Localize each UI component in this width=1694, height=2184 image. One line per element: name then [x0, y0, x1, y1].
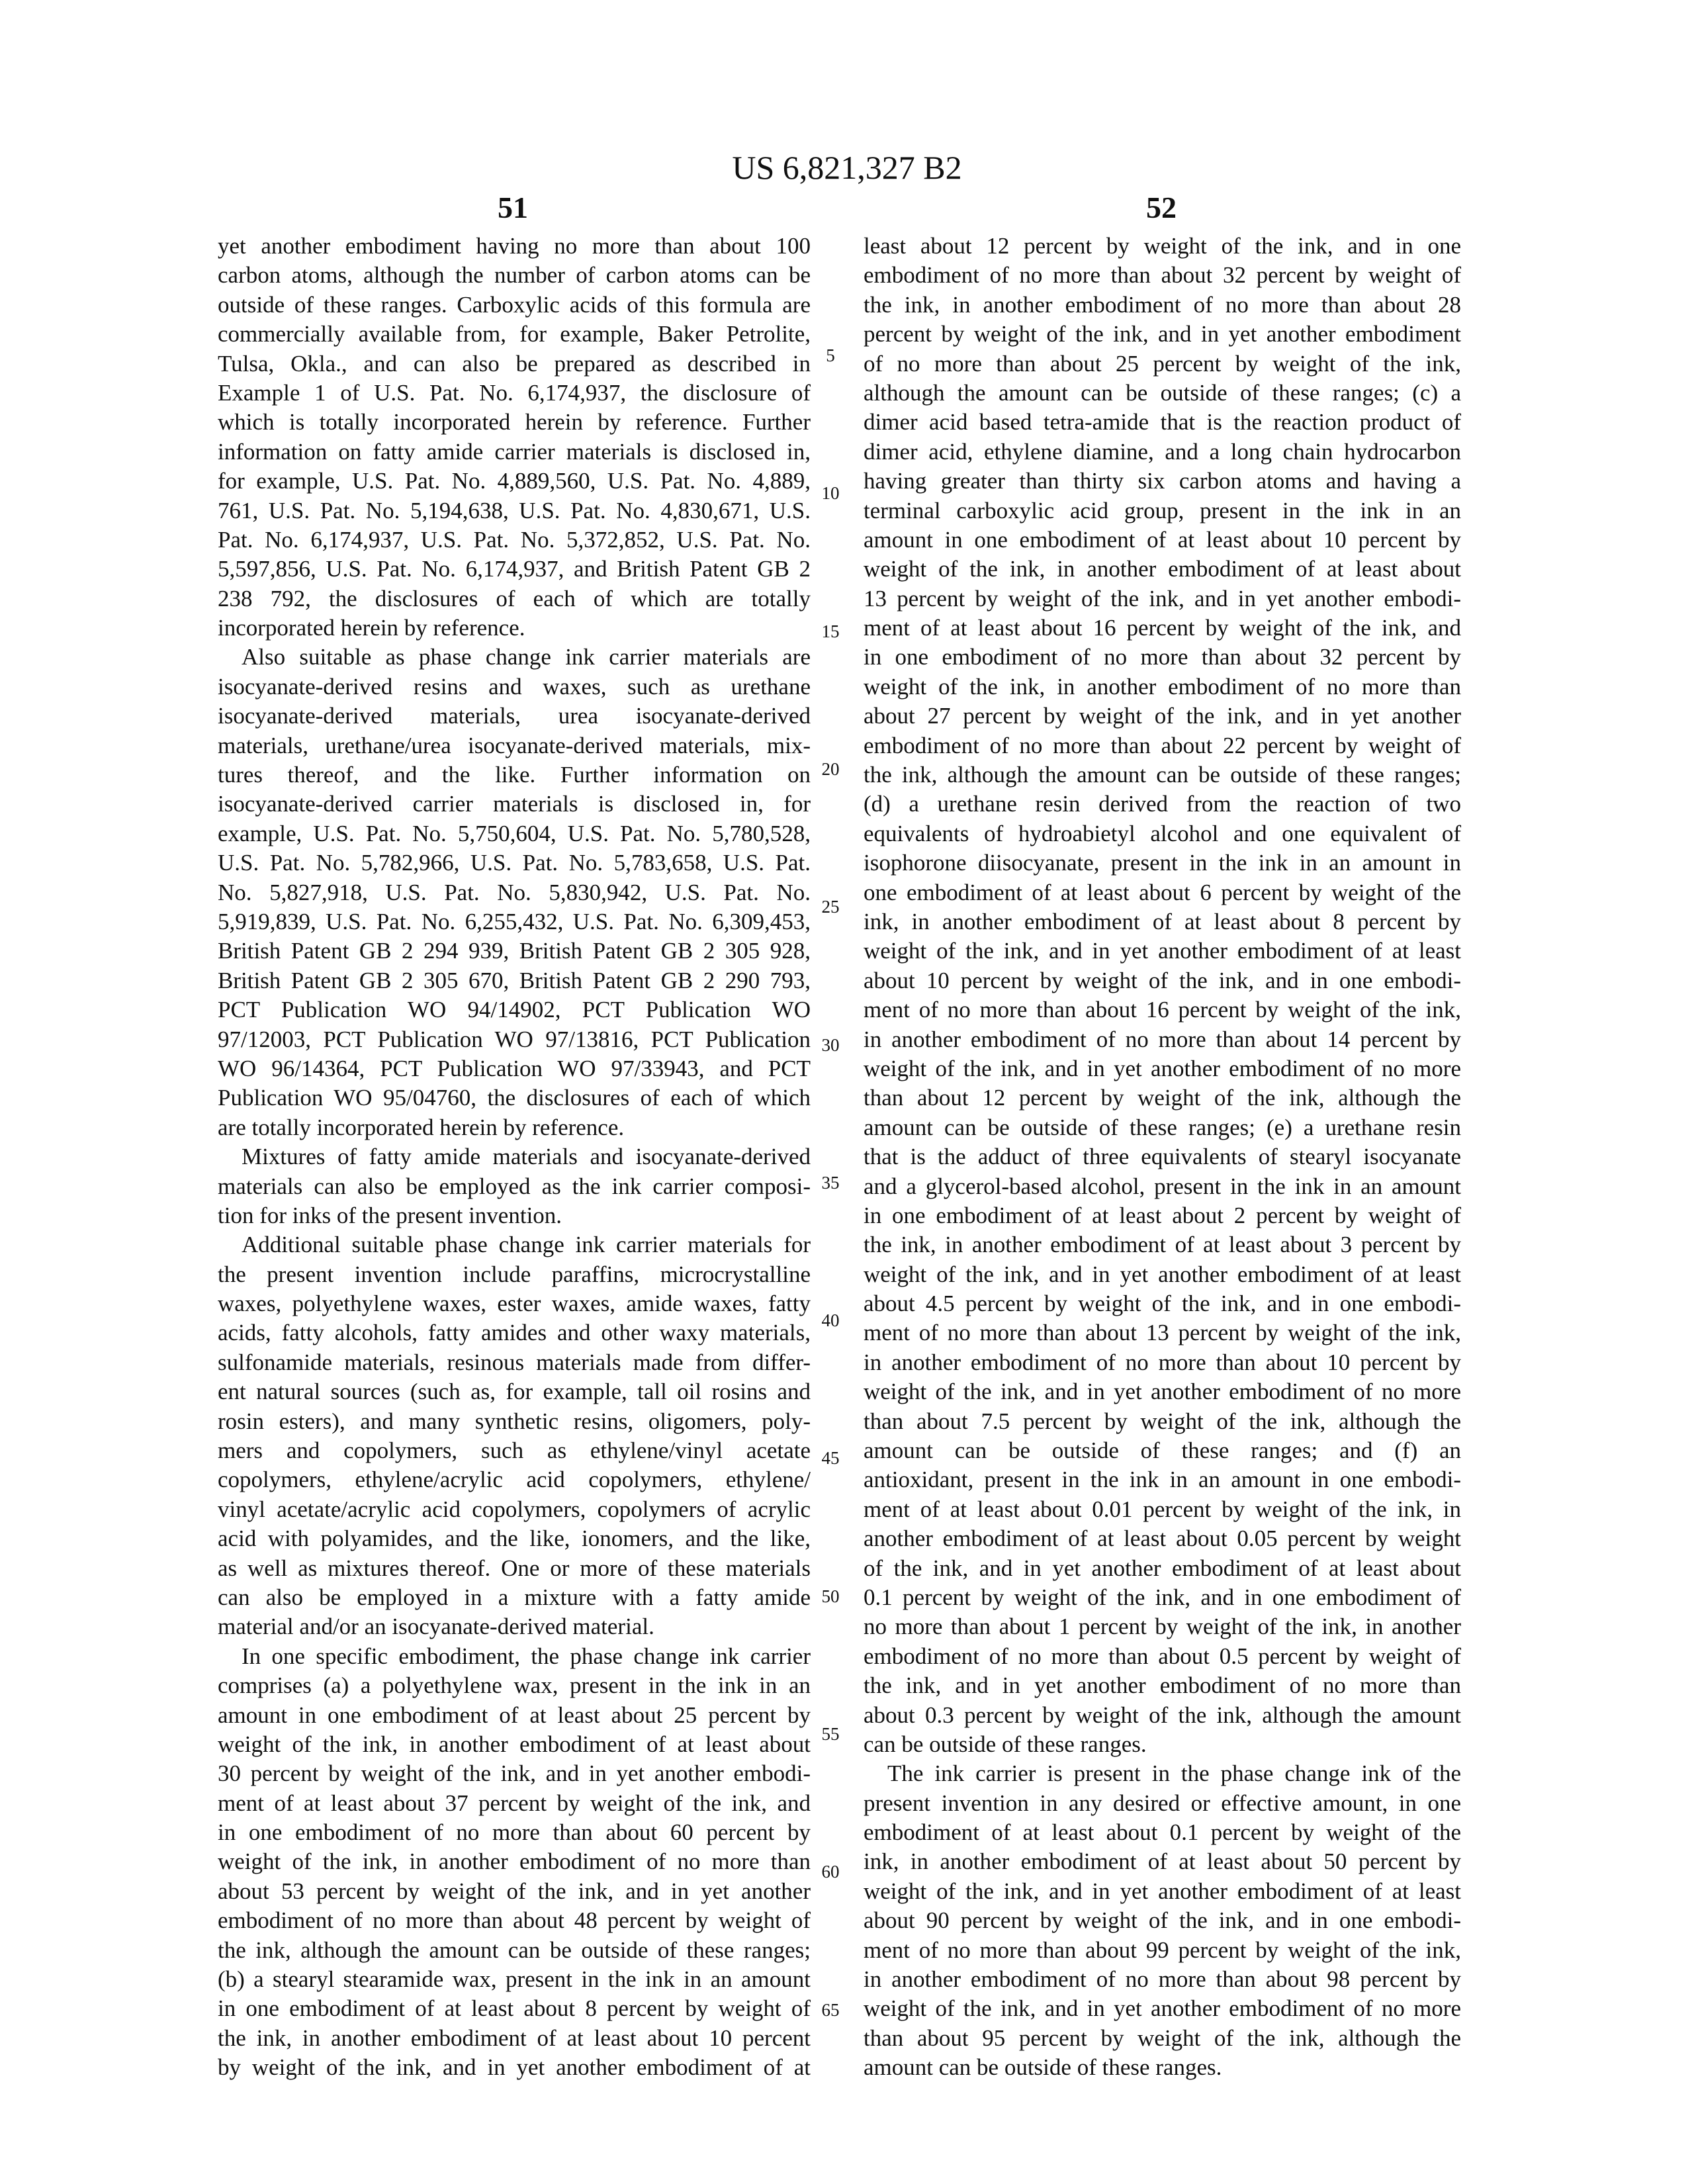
text-line: embodiment of at least about 0.1 percent by weight of the: [864, 1818, 1461, 1847]
text-line: example, U.S. Pat. No. 5,750,604, U.S. Pat. No. 5,780,528,: [218, 819, 811, 848]
text-line: in another embodiment of no more than about 10 percent by: [864, 1348, 1461, 1377]
text-line: the ink, and in yet another embodiment of no more than: [864, 1671, 1461, 1700]
text-line: of no more than about 25 percent by weight of the ink,: [864, 349, 1461, 379]
text-line: weight of the ink, and in yet another embodiment of no more: [864, 1377, 1461, 1406]
text-line: (d) a urethane resin derived from the reaction of two: [864, 790, 1461, 819]
text-line: 13 percent by weight of the ink, and in yet another embodi-: [864, 584, 1461, 614]
text-line: weight of the ink, and in yet another embodiment of at least: [864, 1877, 1461, 1906]
text-line: mers and copolymers, such as ethylene/vinyl acetate: [218, 1436, 811, 1465]
text-line: terminal carboxylic acid group, present in the ink in an: [864, 496, 1461, 525]
text-line: weight of the ink, and in yet another embodiment of no more: [864, 1054, 1461, 1083]
text-line: ment of no more than about 13 percent by weight of the ink,: [864, 1318, 1461, 1347]
text-line: Example 1 of U.S. Pat. No. 6,174,937, the disclosure of: [218, 379, 811, 408]
text-line: yet another embodiment having no more than about 100: [218, 232, 811, 261]
text-line: acids, fatty alcohols, fatty amides and other waxy materials,: [218, 1318, 811, 1347]
text-line: Tulsa, Okla., and can also be prepared as described in: [218, 349, 811, 379]
text-line: can also be employed in a mixture with a fatty amide: [218, 1583, 811, 1612]
text-line: weight of the ink, in another embodiment of at least about: [218, 1730, 811, 1759]
text-line: copolymers, ethylene/acrylic acid copolymers, ethylene/: [218, 1465, 811, 1494]
text-line: ment of at least about 0.01 percent by weight of the ink, in: [864, 1495, 1461, 1524]
left-text-column: [218, 232, 811, 2083]
text-line: comprises (a) a polyethylene wax, present in the ink in an: [218, 1671, 811, 1700]
text-line: vinyl acetate/acrylic acid copolymers, copolymers of acrylic: [218, 1495, 811, 1524]
text-line: outside of these ranges. Carboxylic acids of this formula are: [218, 291, 811, 320]
line-number: 30: [814, 1035, 847, 1055]
text-line: the ink, although the amount can be outside of these ranges;: [864, 760, 1461, 790]
text-line: than about 95 percent by weight of the ink, although the: [864, 2024, 1461, 2053]
text-line: about 0.3 percent by weight of the ink, although the amount: [864, 1701, 1461, 1730]
text-line: 97/12003, PCT Publication WO 97/13816, PCT Publication: [218, 1025, 811, 1054]
text-line: least about 12 percent by weight of the ink, and in one: [864, 232, 1461, 261]
line-number: 65: [814, 2000, 847, 2020]
text-line: the ink, in another embodiment of no more than about 28: [864, 291, 1461, 320]
right-text-column: [864, 232, 1461, 2083]
column-number-left: 51: [447, 189, 579, 226]
paragraph: [218, 643, 811, 1142]
text-line: embodiment of no more than about 0.5 percent by weight of: [864, 1642, 1461, 1671]
text-line: ment of at least about 37 percent by weight of the ink, and: [218, 1789, 811, 1818]
text-line: percent by weight of the ink, and in yet another embodiment: [864, 320, 1461, 349]
text-line: than about 7.5 percent by weight of the ink, although the: [864, 1407, 1461, 1436]
text-line: of the ink, and in yet another embodiment of at least about: [864, 1554, 1461, 1583]
text-line: embodiment of no more than about 32 percent by weight of: [864, 261, 1461, 290]
text-line: as well as mixtures thereof. One or more of these materials: [218, 1554, 811, 1583]
text-line: can be outside of these ranges.: [864, 1730, 1461, 1759]
line-number: 45: [814, 1448, 847, 1468]
text-line: about 90 percent by weight of the ink, and in one embodi-: [864, 1906, 1461, 1935]
text-line: in one embodiment of at least about 2 percent by weight of: [864, 1201, 1461, 1230]
paragraph: [864, 232, 1461, 1759]
text-line: amount can be outside of these ranges; (e) a urethane resin: [864, 1113, 1461, 1142]
text-line: tion for inks of the present invention.: [218, 1201, 811, 1230]
text-line: rosin esters), and many synthetic resins, oligomers, poly-: [218, 1407, 811, 1436]
text-line: equivalents of hydroabietyl alcohol and one equivalent of: [864, 819, 1461, 848]
text-line: British Patent GB 2 294 939, British Patent GB 2 305 928,: [218, 936, 811, 966]
text-line: The ink carrier is present in the phase change ink of the: [864, 1759, 1461, 1788]
text-line: ment of no more than about 99 percent by weight of the ink,: [864, 1936, 1461, 1965]
text-line: ent natural sources (such as, for example, tall oil rosins and: [218, 1377, 811, 1406]
paragraph: [218, 1142, 811, 1230]
text-line: 238 792, the disclosures of each of which are totally: [218, 584, 811, 614]
text-line: ment of no more than about 16 percent by weight of the ink,: [864, 995, 1461, 1024]
text-line: ment of at least about 16 percent by weight of the ink, and: [864, 614, 1461, 643]
text-line: weight of the ink, and in yet another embodiment of no more: [864, 1994, 1461, 2023]
text-line: and a glycerol-based alcohol, present in the ink in an amount: [864, 1172, 1461, 1201]
paragraph: [218, 1230, 811, 1641]
paragraph: [218, 1642, 811, 2083]
text-line: isocyanate-derived carrier materials is disclosed in, for: [218, 790, 811, 819]
text-line: amount can be outside of these ranges; and (f) an: [864, 1436, 1461, 1465]
text-line: one embodiment of at least about 6 percent by weight of the: [864, 878, 1461, 907]
text-line: isophorone diisocyanate, present in the ink in an amount in: [864, 848, 1461, 878]
text-line: embodiment of no more than about 22 percent by weight of: [864, 731, 1461, 760]
text-line: the present invention include paraffins, microcrystalline: [218, 1260, 811, 1289]
text-line: British Patent GB 2 305 670, British Patent GB 2 290 793,: [218, 966, 811, 995]
text-line: for example, U.S. Pat. No. 4,889,560, U.S. Pat. No. 4,889,: [218, 467, 811, 496]
text-line: dimer acid, ethylene diamine, and a long chain hydrocarbon: [864, 437, 1461, 467]
text-line: isocyanate-derived resins and waxes, such as urethane: [218, 672, 811, 702]
text-line: Pat. No. 6,174,937, U.S. Pat. No. 5,372,852, U.S. Pat. No.: [218, 525, 811, 555]
text-line: amount can be outside of these ranges.: [864, 2053, 1461, 2082]
text-line: Also suitable as phase change ink carrier materials are: [218, 643, 811, 672]
text-line: Additional suitable phase change ink carrier materials for: [218, 1230, 811, 1259]
text-line: weight of the ink, and in yet another embodiment of at least: [864, 936, 1461, 966]
text-line: WO 96/14364, PCT Publication WO 97/33943, and PCT: [218, 1054, 811, 1083]
text-line: 761, U.S. Pat. No. 5,194,638, U.S. Pat. No. 4,830,671, U.S.: [218, 496, 811, 525]
text-line: in one embodiment of no more than about 32 percent by: [864, 643, 1461, 672]
text-line: No. 5,827,918, U.S. Pat. No. 5,830,942, U.S. Pat. No.: [218, 878, 811, 907]
column-number-right: 52: [1095, 189, 1227, 226]
text-line: incorporated herein by reference.: [218, 614, 811, 643]
text-line: having greater than thirty six carbon atoms and having a: [864, 467, 1461, 496]
text-line: in another embodiment of no more than about 14 percent by: [864, 1025, 1461, 1054]
text-line: amount in one embodiment of at least about 10 percent by: [864, 525, 1461, 555]
text-line: the ink, in another embodiment of at least about 3 percent by: [864, 1230, 1461, 1259]
text-line: material and/or an isocyanate-derived material.: [218, 1612, 811, 1641]
text-line: weight of the ink, in another embodiment of at least about: [864, 555, 1461, 584]
text-line: dimer acid based tetra-amide that is the reaction product of: [864, 408, 1461, 437]
text-line: 30 percent by weight of the ink, and in yet another embodi-: [218, 1759, 811, 1788]
text-line: information on fatty amide carrier materials is disclosed in,: [218, 437, 811, 467]
text-line: sulfonamide materials, resinous materials made from differ-: [218, 1348, 811, 1377]
text-line: weight of the ink, and in yet another embodiment of at least: [864, 1260, 1461, 1289]
text-line: carbon atoms, although the number of carbon atoms can be: [218, 261, 811, 290]
patent-number-header: US 6,821,327 B2: [0, 147, 1694, 188]
text-line: amount in one embodiment of at least about 25 percent by: [218, 1701, 811, 1730]
text-line: materials can also be employed as the ink carrier composi-: [218, 1172, 811, 1201]
text-line: about 27 percent by weight of the ink, and in yet another: [864, 702, 1461, 731]
line-number: 10: [814, 483, 847, 503]
text-line: embodiment of no more than about 48 percent by weight of: [218, 1906, 811, 1935]
text-line: than about 12 percent by weight of the ink, although the: [864, 1083, 1461, 1113]
text-line: that is the adduct of three equivalents of stearyl isocyanate: [864, 1142, 1461, 1171]
text-line: PCT Publication WO 94/14902, PCT Publication WO: [218, 995, 811, 1024]
text-line: antioxidant, present in the ink in an amount in one embodi-: [864, 1465, 1461, 1494]
text-line: no more than about 1 percent by weight of the ink, in another: [864, 1612, 1461, 1641]
text-line: about 53 percent by weight of the ink, and in yet another: [218, 1877, 811, 1906]
text-line: in another embodiment of no more than about 98 percent by: [864, 1965, 1461, 1994]
text-line: commercially available from, for example, Baker Petrolite,: [218, 320, 811, 349]
text-line: materials, urethane/urea isocyanate-derived materials, mix-: [218, 731, 811, 760]
text-line: about 10 percent by weight of the ink, and in one embodi-: [864, 966, 1461, 995]
line-number: 15: [814, 621, 847, 641]
text-line: in one embodiment of no more than about 60 percent by: [218, 1818, 811, 1847]
text-line: the ink, in another embodiment of at least about 10 percent: [218, 2024, 811, 2053]
text-line: isocyanate-derived materials, urea isocyanate-derived: [218, 702, 811, 731]
text-line: ink, in another embodiment of at least about 50 percent by: [864, 1847, 1461, 1876]
line-number: 5: [814, 345, 847, 365]
text-line: by weight of the ink, and in yet another embodiment of at: [218, 2053, 811, 2082]
line-number: 60: [814, 1862, 847, 1882]
text-line: In one specific embodiment, the phase change ink carrier: [218, 1642, 811, 1671]
text-line: 5,919,839, U.S. Pat. No. 6,255,432, U.S. Pat. No. 6,309,453,: [218, 907, 811, 936]
text-line: waxes, polyethylene waxes, ester waxes, amide waxes, fatty: [218, 1289, 811, 1318]
line-number: 50: [814, 1586, 847, 1606]
text-line: another embodiment of at least about 0.05 percent by weight: [864, 1524, 1461, 1553]
text-line: (b) a stearyl stearamide wax, present in the ink in an amount: [218, 1965, 811, 1994]
text-line: ink, in another embodiment of at least about 8 percent by: [864, 907, 1461, 936]
line-number: 35: [814, 1173, 847, 1193]
text-line: are totally incorporated herein by reference.: [218, 1113, 811, 1142]
text-line: acid with polyamides, and the like, ionomers, and the like,: [218, 1524, 811, 1553]
line-number: 40: [814, 1310, 847, 1330]
line-number: 25: [814, 897, 847, 917]
paragraph: [864, 1759, 1461, 2082]
text-line: present invention in any desired or effective amount, in one: [864, 1789, 1461, 1818]
text-line: 0.1 percent by weight of the ink, and in one embodiment of: [864, 1583, 1461, 1612]
text-line: about 4.5 percent by weight of the ink, and in one embodi-: [864, 1289, 1461, 1318]
text-line: the ink, although the amount can be outside of these ranges;: [218, 1936, 811, 1965]
line-number: 55: [814, 1724, 847, 1744]
text-line: which is totally incorporated herein by reference. Further: [218, 408, 811, 437]
text-line: although the amount can be outside of these ranges; (c) a: [864, 379, 1461, 408]
text-line: in one embodiment of at least about 8 percent by weight of: [218, 1994, 811, 2023]
text-line: 5,597,856, U.S. Pat. No. 6,174,937, and British Patent GB 2: [218, 555, 811, 584]
text-line: tures thereof, and the like. Further information on: [218, 760, 811, 790]
text-line: Mixtures of fatty amide materials and isocyanate-derived: [218, 1142, 811, 1171]
text-line: weight of the ink, in another embodiment of no more than: [218, 1847, 811, 1876]
text-line: U.S. Pat. No. 5,782,966, U.S. Pat. No. 5,783,658, U.S. Pat.: [218, 848, 811, 878]
text-line: Publication WO 95/04760, the disclosures of each of which: [218, 1083, 811, 1113]
text-line: weight of the ink, in another embodiment of no more than: [864, 672, 1461, 702]
paragraph: [218, 232, 811, 643]
line-number: 20: [814, 759, 847, 779]
